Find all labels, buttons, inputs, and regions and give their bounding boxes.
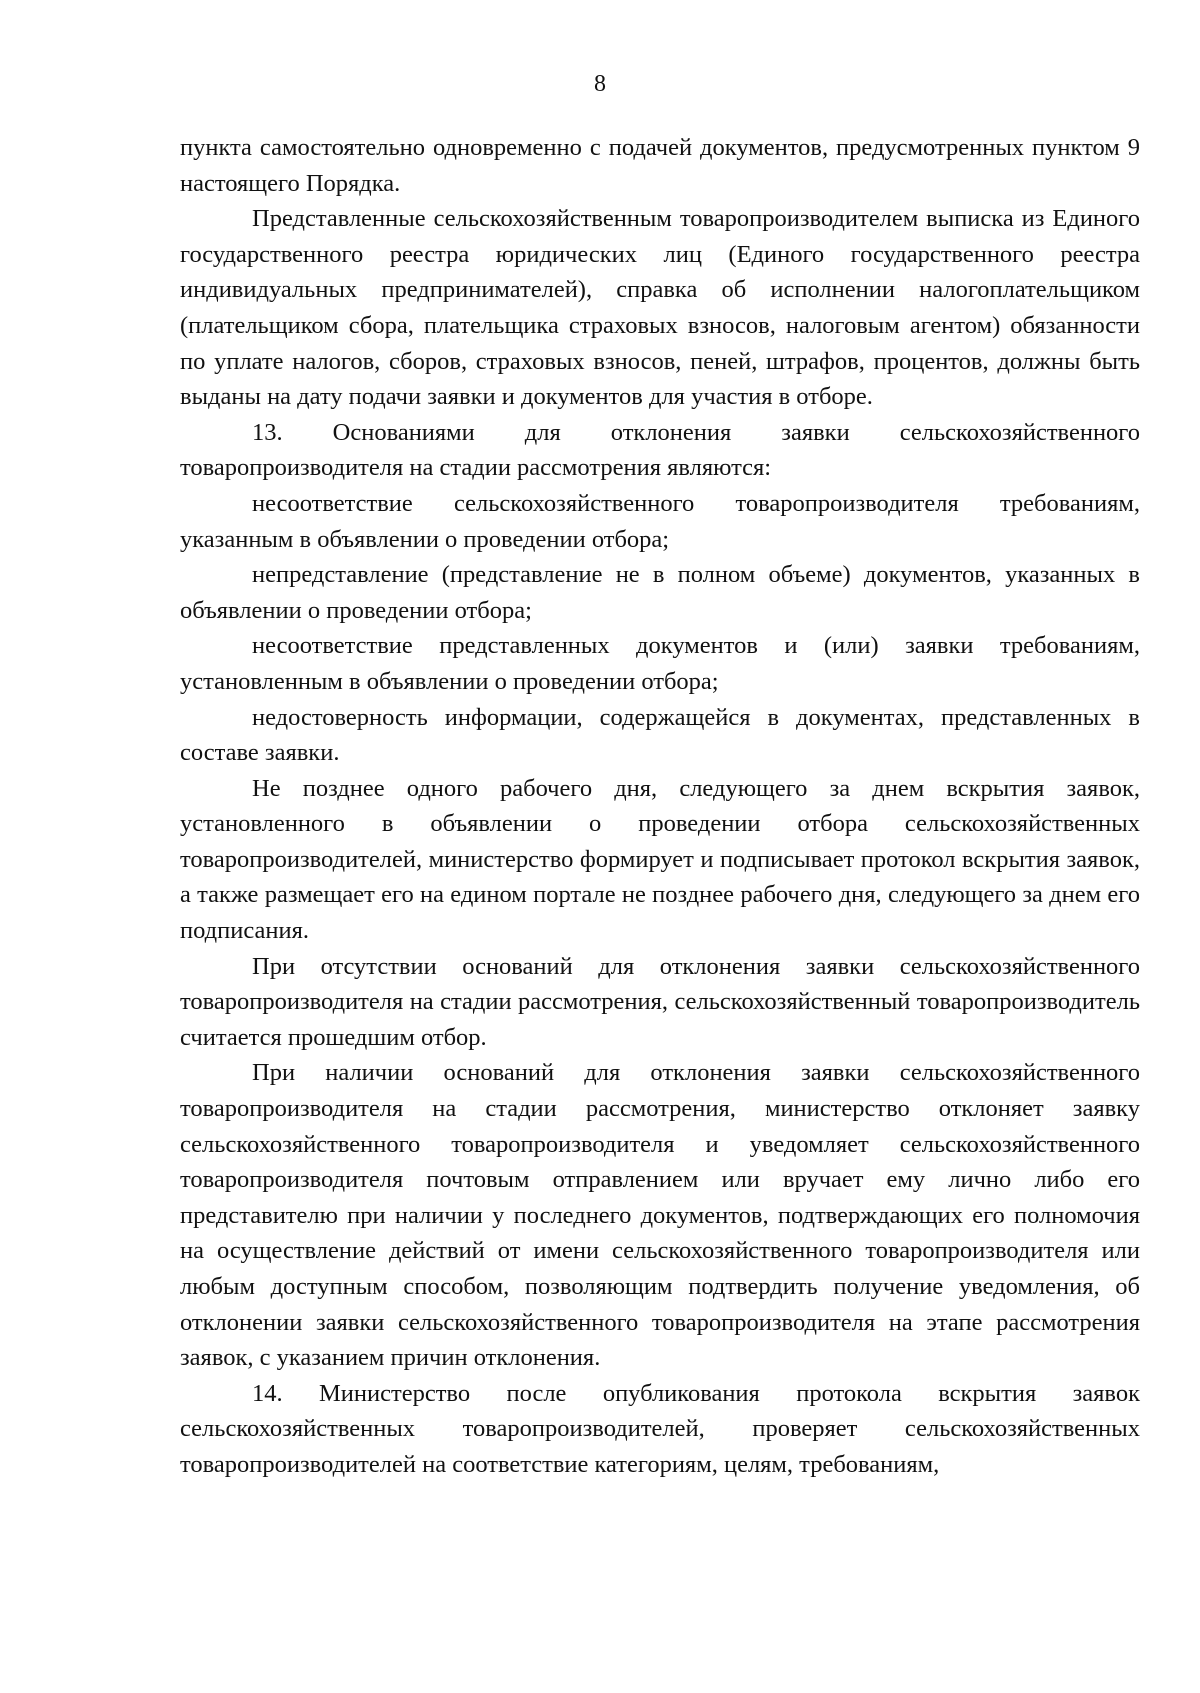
paragraph-documents-validity: Представленные сельскохозяйственным товаропроизводителем выписка из Единого государственного реестра юридических лиц (Единого государственного реестра индивидуальных предпринимателей), справка об исполнении налогоплательщиком (плательщиком сбора, плательщика страховых взносов, налоговым агентом) обязанности по уплате налогов, сборов, страховых взносов, пеней, штрафов, процентов, должны быть выданы на дату подачи заявки и документов для участия в отборе. [180,205,1140,411]
paragraph-item-14: 14. Министерство после опубликования протокола вскрытия заявок сельскохозяйственных товаропроизводителей, проверяет сельскохозяйственных товаропроизводителей на соответствие категориям, целям, требованиям, [180,1379,1140,1478]
paragraph-rejection: При наличии оснований для отклонения заявки сельскохозяйственного товаропроизводителя на стадии рассмотрения, министерство отклоняет заявку сельскохозяйственного товаропроизводителя и уведомляет сельскохозяйственного товаропроизводителя почтовым отправлением или вручает ему лично либо его представителю при наличии у последнего документов, подтверждающих его полномочия на осуществление действий от имени сельскохозяйственного товаропроизводителя или любым доступным способом, позволяющим подтвердить получение уведомления, об отклонении заявки сельскохозяйственного товаропроизводителя на этапе рассмотрения заявок, с указанием причин отклонения. [180,1059,1140,1372]
paragraph-no-grounds: При отсутствии оснований для отклонения заявки сельскохозяйственного товаропроизводителя на стадии рассмотрения, сельскохозяйственный товаропроизводитель считается прошедшим отбор. [180,952,1140,1051]
page-number: 8 [594,71,606,97]
list-item-noncompliance: несоответствие сельскохозяйственного товаропроизводителя требованиям, указанным в объявлении о проведении отбора; [180,489,1140,553]
paragraph-protocol: Не позднее одного рабочего дня, следующего за днем вскрытия заявок, установленного в объявлении о проведении отбора сельскохозяйственных товаропроизводителей, министерство формирует и подписывает протокол вскрытия заявок, а также размещает его на едином портале не позднее рабочего дня, следующего за днем его подписания. [180,774,1140,945]
list-item-documents-noncompliance: несоответствие представленных документов и (или) заявки требованиям, установленным в объявлении о проведении отбора; [180,632,1140,695]
paragraph-continuation: пункта самостоятельно одновременно с подачей документов, предусмотренных пунктом 9 настоящего Порядка. [180,134,1140,197]
list-item-unreliable-info: недостоверность информации, содержащейся в документах, представленных в составе заявки. [180,703,1140,767]
list-item-nonsubmission: непредставление (представление не в полном объеме) документов, указанных в объявлении о проведении отбора; [180,561,1140,624]
paragraph-item-13: 13. Основаниями для отклонения заявки сельскохозяйственного товаропроизводителя на стадии рассмотрения являются: [180,418,1140,482]
document-body [180,130,1140,1483]
